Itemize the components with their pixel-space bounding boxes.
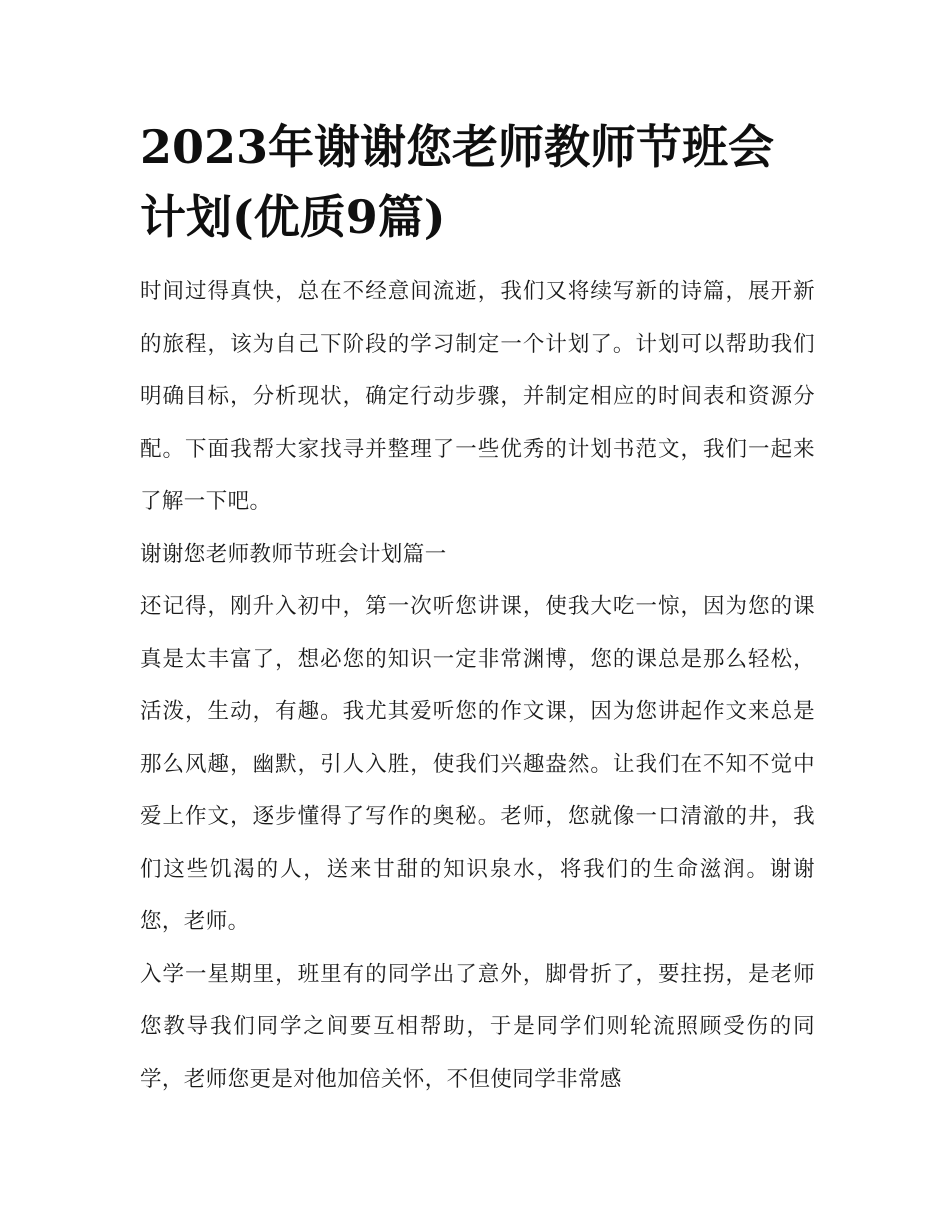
body-paragraph-1: 还记得，刚升入初中，第一次听您讲课，使我大吃一惊，因为您的课真是太丰富了，想必您的知识一定非常渊博，您的课总是那么轻松，活泼，生动，有趣。我尤其爱听您的作文课，因为您讲起作文来总是那么风趣，幽默，引人入胜，使我们兴趣盎然。让我们在不知不觉中爱上作文，逐步懂得了写作的奥秘。老师，您就像一口清澈的井，我们这些饥渴的人，送来甘甜的知识泉水，将我们的生命滋润。谢谢您，老师。 [140, 594, 815, 934]
section-heading: 谢谢您老师教师节班会计划篇一 [140, 541, 447, 567]
body-paragraph-2: 入学一星期里，班里有的同学出了意外，脚骨折了，要拄拐，是老师您教导我们同学之间要互相帮助，于是同学们则轮流照顾受伤的同学，老师您更是对他加倍关怀，不但使同学非常感 [140, 961, 815, 1092]
intro-paragraph: 时间过得真快，总在不经意间流逝，我们又将续写新的诗篇，展开新的旅程，该为自己下阶段的学习制定一个计划了。计划可以帮助我们明确目标，分析现状，确定行动步骤，并制定相应的时间表和资源分配。下面我帮大家找寻并整理了一些优秀的计划书范文，我们一起来了解一下吧。 [140, 279, 815, 514]
document-body [140, 112, 815, 1106]
document-title: 2023年谢谢您老师教师节班会计划(优质9篇) [140, 120, 775, 244]
